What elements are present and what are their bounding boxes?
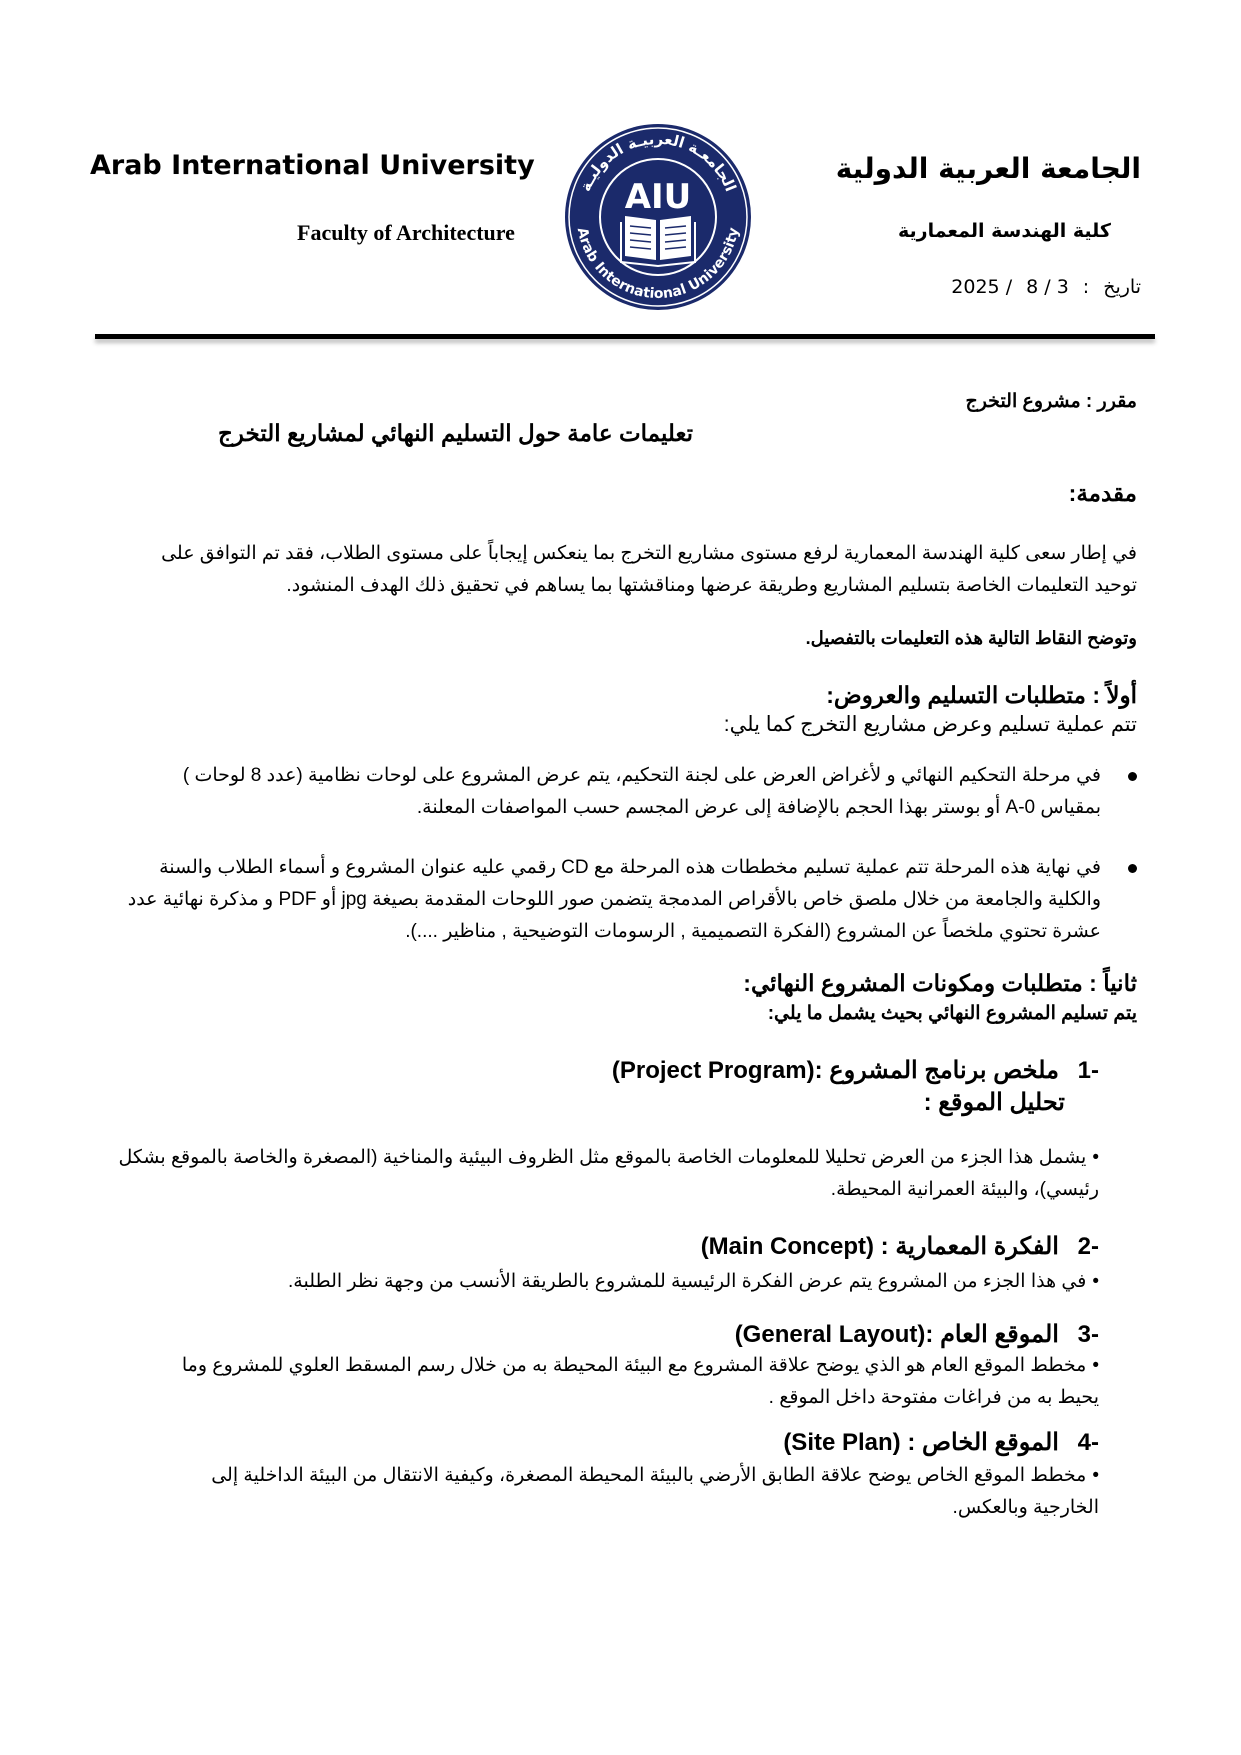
item-number: -2	[1077, 1233, 1099, 1260]
document-date: تاريخ:3 / 8/ 2025	[951, 276, 1141, 298]
intro-followup: وتوضح النقاط التالية هذه التعليمات بالتفصيل.	[805, 628, 1137, 648]
section1-subheading: تتم عملية تسليم وعرض مشاريع التخرج كما يلي:	[723, 713, 1137, 736]
item-number: -3	[1077, 1321, 1099, 1348]
faculty-name-ar: كلية الهندسة المعمارية	[897, 220, 1111, 242]
intro-heading: مقدمة:	[1068, 480, 1137, 506]
item-text: مخطط الموقع العام هو الذي يوضح علاقة المشروع مع البيئة المحيطة به من خلال رسم المسقط العلوي للمشروع وما يحيط به من فراغات مفتوحة داخل الموقع .	[181, 1355, 1099, 1408]
item-title-ar: الموقع العام	[940, 1321, 1059, 1348]
item-title-ar: الفكرة المعمارية	[895, 1233, 1059, 1260]
item-3-text	[148, 1350, 1099, 1414]
list-item-text: في نهاية هذه المرحلة تتم عملية تسليم مخططات هذه المرحلة مع CD رقمي عليه عنوان المشروع و أسماء الطلاب والسنة والكلية والجامعة من خلال ملصق خاص بالأقراص المدمجة يتضمن صور اللوحات المقدمة بصيغة jpg أو PDF و مذكرة نهائية عدد عشرة تحتوي ملخصاً عن المشروع (الفكرة التصميمية , الرسومات التوضيحية , مناظير ....).	[127, 857, 1101, 942]
date-year: 2025	[951, 276, 1000, 298]
item-1-text	[112, 1142, 1099, 1206]
list-item-text: في مرحلة التحكيم النهائي و لأغراض العرض على لجنة التحكيم، يتم عرض المشروع على لوحات نظامية (عدد 8 لوحات ) بمقياس A-0 أو بوستر بهذا الحجم بالإضافة إلى عرض المجسم حسب المواصفات المعلنة.	[182, 765, 1101, 818]
bullet-icon	[1128, 864, 1137, 873]
section1-list	[120, 760, 1101, 824]
course-line: مقرر : مشروع التخرج	[965, 391, 1137, 412]
university-name-en: Arab International University	[90, 150, 535, 181]
logo-ring-text-ar: الجامعـة العربيـة الدوليـة	[576, 129, 740, 195]
item-2-heading	[701, 1232, 1099, 1261]
item-text: في هذا الجزء من المشروع يتم عرض الفكرة الرئيسية للمشروع بالطريقة الأنسب من وجهة نظر الطلبة.	[288, 1271, 1087, 1292]
item-text: مخطط الموقع الخاص يوضح علاقة الطابق الأرضي بالبيئة المحيطة المصغرة، وكيفية الانتقال من البيئة الداخلية إلى الخارجية وبالعكس.	[211, 1465, 1099, 1518]
date-label: تاريخ	[1103, 276, 1141, 298]
bullet-icon: •	[1092, 1465, 1099, 1486]
university-name-ar: الجامعة العربية الدولية	[835, 152, 1141, 185]
date-month: 8	[1026, 276, 1039, 298]
item-title-en: (Site Plan) :	[783, 1429, 916, 1456]
item-1-subtitle: تحليل الموقع :	[923, 1089, 1065, 1116]
bullet-icon: •	[1092, 1147, 1099, 1168]
item-1-heading	[612, 1056, 1099, 1085]
item-title-ar: الموقع الخاص	[922, 1429, 1059, 1456]
item-title-en: (General Layout):	[734, 1321, 934, 1348]
document-title: تعليمات عامة حول التسليم النهائي لمشاريع التخرج	[217, 420, 694, 446]
list-item	[120, 852, 1101, 948]
list-item	[120, 760, 1101, 824]
logo-acronym: AIU	[624, 177, 692, 217]
item-3-heading	[735, 1320, 1099, 1349]
university-logo	[563, 122, 753, 312]
item-text: يشمل هذا الجزء من العرض تحليلا للمعلومات الخاصة بالموقع مثل الظروف البيئية والمناخية (المصغرة والخاصة بالموقع بشكل رئيسي)، والبيئة العمرانية المحيطة.	[118, 1147, 1099, 1200]
aiu-logo-icon	[563, 122, 753, 312]
faculty-name-en: Faculty of Architecture	[297, 220, 515, 245]
section1-list	[120, 852, 1101, 948]
item-title-en: (Main Concept) :	[700, 1233, 889, 1260]
item-4-text	[148, 1460, 1099, 1524]
item-number: -4	[1077, 1429, 1099, 1456]
intro-paragraph: في إطار سعى كلية الهندسة المعمارية لرفع مستوى مشاريع التخرج بما ينعكس إيجاباً على مستوى الطلاب، فقد تم التوافق على توحيد التعليمات الخاصة بتسليم المشاريع وطريقة عرضها ومناقشتها بما يساهم في تحقيق ذلك الهدف المنشود.	[161, 543, 1137, 596]
bullet-icon: •	[1092, 1271, 1099, 1292]
item-number: -1	[1077, 1057, 1099, 1084]
section1-heading: أولاً : متطلبات التسليم والعروض:	[826, 682, 1137, 708]
section2-heading: ثانياً : متطلبات ومكونات المشروع النهائي:	[743, 970, 1137, 996]
item-title-ar: ملخص برنامج المشروع	[829, 1057, 1059, 1084]
section2-subheading: يتم تسليم المشروع النهائي بحيث يشمل ما يلي:	[767, 1003, 1137, 1024]
item-title-en: (Project Program):	[611, 1057, 823, 1084]
item-4-heading	[783, 1428, 1099, 1457]
bullet-icon	[1128, 772, 1137, 781]
logo-ring-text-en: Arab International University	[573, 226, 743, 303]
header-divider	[95, 334, 1155, 339]
item-2-text	[288, 1266, 1099, 1298]
bullet-icon: •	[1092, 1355, 1099, 1376]
date-day: 3	[1056, 276, 1069, 298]
